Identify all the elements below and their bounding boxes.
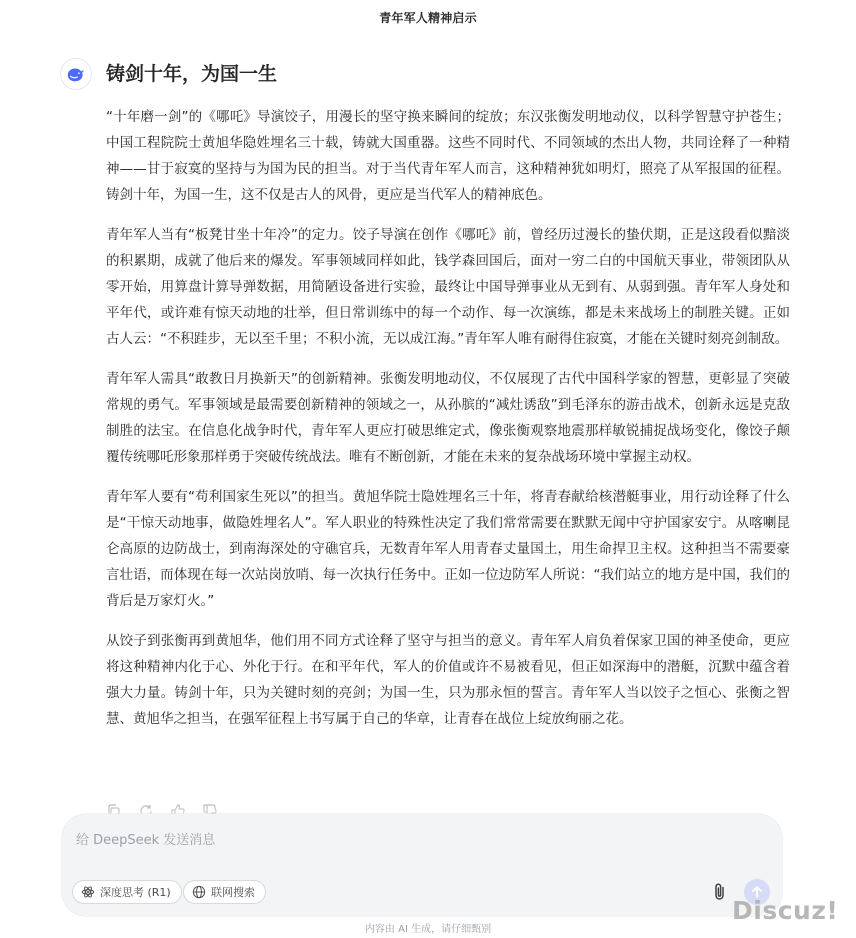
answer-title: 铸剑十年，为国一生 [106, 63, 278, 85]
web-search-toggle[interactable] [183, 880, 266, 904]
discuz-watermark: Discuz! [732, 896, 839, 925]
deepthink-toggle[interactable] [72, 880, 182, 904]
conversation-title: 青年军人精神启示 [379, 10, 477, 25]
message-input[interactable] [74, 826, 768, 854]
top-bar [0, 0, 856, 34]
deepthink-label: 深度思考 (R1) [100, 886, 171, 899]
paragraph-1: “十年磨一剑”的《哪吒》导演饺子，用漫长的坚守换来瞬间的绽放；东汉张衡发明地动仪，以科学智慧守护苍生；中国工程院院士黄旭华隐姓埋名三十载，铸就大国重器。这些不同时代、不同领域的杰出人物，共同诠释了一种精神——甘于寂寞的坚持与为国为民的担当。对于当代青年军人而言，这种精神犹如明灯，照亮了从军报国的征程。铸剑十年，为国一生，这不仅是古人的风骨，更应是当代军人的精神底色。 [106, 109, 790, 203]
deepseek-whale-icon [60, 58, 92, 90]
paragraph-4: 青年军人要有“苟利国家生死以”的担当。黄旭华院士隐姓埋名三十年，将青春献给核潜艇事业，用行动诠释了什么是“干惊天动地事，做隐姓埋名人”。军人职业的特殊性决定了我们常常需要在默默无闻中守护国家安宁。从喀喇昆仑高原的边防战士，到南海深处的守礁官兵，无数青年军人用青春丈量国土，用生命捍卫主权。这种担当不需要豪言壮语，而体现在每一次站岗放哨、每一次执行任务中。正如一位边防军人所说：“我们站立的地方是中国，我们的背后是万家灯火。” [106, 489, 790, 609]
message-content [106, 54, 790, 746]
paragraph-2: 青年军人当有“板凳甘坐十年冷”的定力。饺子导演在创作《哪吒》前，曾经历过漫长的蛰伏期，正是这段看似黯淡的积累期，成就了他后来的爆发。军事领域同样如此，钱学森回国后，面对一穷二白的中国航天事业，带领团队从零开始，用算盘计算导弹数据，用简陋设备进行实验，最终让中国导弹事业从无到有、从弱到强。青年军人身处和平年代，或许难有惊天动地的壮举，但日常训练中的每一个动作、每一次演练，都是未来战场上的制胜关键。正如古人云：“不积跬步，无以至千里；不积小流，无以成江海。”青年军人唯有耐得住寂寞，才能在关键时刻亮剑制敌。 [106, 227, 790, 347]
web-search-label: 联网搜索 [211, 886, 255, 899]
ai-disclaimer: 内容由 AI 生成，请仔细甄别 [364, 924, 492, 935]
atom-icon [81, 885, 95, 899]
message-composer [62, 814, 782, 916]
paperclip-icon[interactable] [708, 880, 732, 904]
globe-icon [192, 885, 206, 899]
paragraph-5: 从饺子到张衡再到黄旭华，他们用不同方式诠释了坚守与担当的意义。青年军人肩负着保家卫国的神圣使命，更应将这种精神内化于心、外化于行。在和平年代，军人的价值或许不易被看见，但正如深海中的潜艇，沉默中蕴含着强大力量。铸剑十年，只为关键时刻的亮剑；为国一生，只为那永恒的誓言。青年军人当以饺子之恒心、张衡之智慧、黄旭华之担当，在强军征程上书写属于自己的华章，让青春在战位上绽放绚丽之花。 [106, 633, 790, 727]
paragraph-3: 青年军人需具“敢教日月换新天”的创新精神。张衡发明地动仪，不仅展现了古代中国科学家的智慧，更彰显了突破常规的勇气。军事领域是最需要创新精神的领域之一，从孙膑的“减灶诱敌”到毛泽东的游击战术，创新永远是克敌制胜的法宝。在信息化战争时代，青年军人更应打破思维定式，像张衡观察地震那样敏锐捕捉战场变化，像饺子颠覆传统哪吒形象那样勇于突破传统战法。唯有不断创新，才能在未来的复杂战场环境中掌握主动权。 [106, 371, 790, 465]
